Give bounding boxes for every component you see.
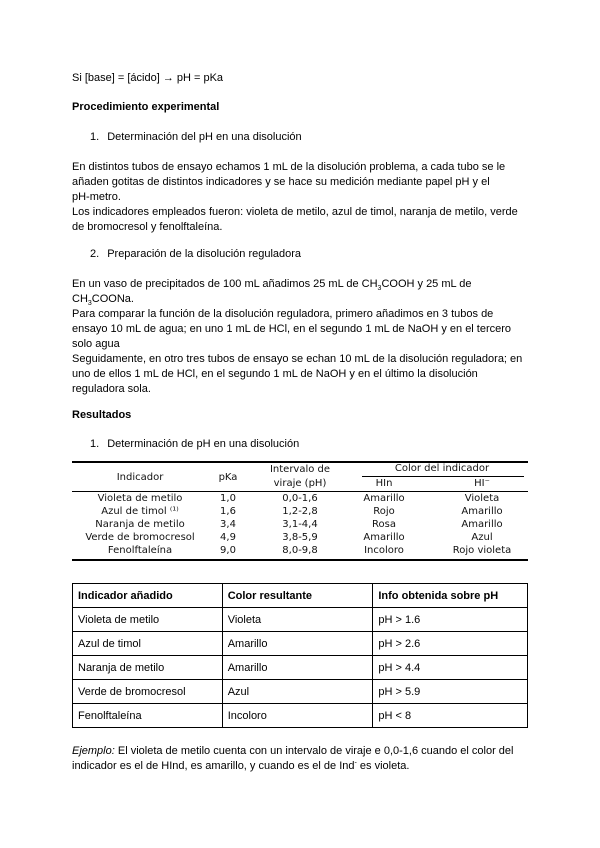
indicator-cell-ind: Azul (471, 532, 493, 543)
indicator-cell-indicador: Fenolftaleína (107, 545, 173, 556)
header-ind: HI⁻ (474, 478, 490, 489)
indicator-cell-indicador: Verde de bromocresol (85, 532, 195, 543)
indicator-cell-intervalo: 3,8-5,9 (282, 532, 318, 543)
indicator-cell-intervalo: 8,0-9,8 (282, 545, 318, 556)
table-header-row (73, 584, 528, 608)
paragraph-line: solo agua (72, 338, 120, 350)
list-text: Determinación de pH en una disolución (107, 438, 300, 450)
paragraph-line: Para comparar la función de la disolución reguladora, primero añadimos en 3 tubos de (72, 308, 494, 320)
results-table (72, 583, 528, 728)
table-cell: pH > 2.6 (373, 632, 528, 656)
intro-prefix: Si [base] = [ácido] (72, 72, 163, 84)
table-header-rule (72, 491, 528, 492)
indicator-cell-ind: Rojo violeta (452, 545, 512, 556)
indicator-cell-hin: Incoloro (364, 545, 404, 556)
indicator-cell-intervalo: 0,0-1,6 (282, 493, 318, 504)
indicator-cell-hin: Amarillo (363, 493, 405, 504)
paragraph-line: reguladora sola. (72, 383, 151, 395)
paragraph-line: Seguidamente, en otro tres tubos de ensayo se echan 10 mL de la disolución reguladora; en (72, 353, 523, 365)
indicator-cell-intervalo: 1,2-2,8 (282, 506, 318, 517)
arrow-symbol: → (162, 72, 174, 84)
header-intervalo-2: viraje (pH) (273, 478, 327, 489)
table-cell: Amarillo (222, 656, 373, 680)
example-label: Ejemplo: (72, 745, 115, 757)
list-item-2 (90, 248, 301, 260)
indicator-cell-hin: Amarillo (363, 532, 405, 543)
indicator-cell-pka: 1,6 (220, 506, 236, 517)
table-cell: Violeta de metilo (73, 608, 223, 632)
table-row (73, 632, 528, 656)
header-hin: HIn (375, 478, 393, 489)
column-header: Indicador añadido (73, 584, 223, 608)
indicator-cell-indicador: Violeta de metilo (97, 493, 183, 504)
paragraph-line: Los indicadores empleados fueron: violeta de metilo, azul de timol, naranja de metilo, verde (72, 206, 518, 218)
table-row (73, 656, 528, 680)
column-header: Info obtenida sobre pH (373, 584, 528, 608)
section-title-procedimiento: Procedimiento experimental (72, 101, 220, 113)
table-cell: Verde de bromocresol (73, 680, 223, 704)
indicator-cell-ind: Amarillo (461, 506, 503, 517)
indicator-cell-hin: Rosa (372, 519, 396, 530)
table-row (73, 680, 528, 704)
table-cell: Amarillo (222, 632, 373, 656)
list-item-3 (90, 438, 299, 450)
paragraph-line: En distintos tubos de ensayo echamos 1 mL de la disolución problema, a cada tubo se le (72, 161, 506, 173)
indicator-cell-indicador: Naranja de metilo (95, 519, 185, 530)
indicator-cell-pka: 4,9 (220, 532, 236, 543)
paragraph-procedure-1 (72, 160, 532, 235)
example-text: El violeta de metilo cuenta con un intervalo de viraje e 0,0-1,6 cuando el color del (114, 745, 514, 757)
paragraph-line: añaden gotitas de distintos indicadores y se hace su medición mediante papel pH y el (72, 176, 490, 188)
paragraph-line: de bromocresol y fenolftaleína. (72, 221, 223, 233)
list-number: 1. (90, 438, 100, 450)
list-number: 1. (90, 131, 100, 143)
indicator-cell-intervalo: 3,1-4,4 (282, 519, 318, 530)
indicator-cell-indicador: Azul de timol ⁽¹⁾ (101, 506, 179, 517)
indicator-cell-hin: Rojo (373, 506, 395, 517)
color-group-underline (362, 476, 524, 477)
list-text: Determinación del pH en una disolución (107, 131, 302, 143)
table-cell: pH > 5.9 (373, 680, 528, 704)
paragraph-line: ensayo 10 mL de agua; en uno 1 mL de HCl, en el segundo 1 mL de NaOH y en el tercero (72, 323, 512, 335)
table-cell: pH > 1.6 (373, 608, 528, 632)
indicator-reference-table (72, 461, 528, 561)
example-paragraph: Ejemplo: El violeta de metilo cuenta con un intervalo de viraje e 0,0-1,6 cuando el color del indicador es el de HInd, es amarillo, y cuando es el de Ind- es violeta. (72, 745, 514, 772)
paragraph-line: uno de ellos 1 mL de HCl, en el segundo 1 mL de NaOH y en el último la disolución (72, 368, 478, 380)
indicator-cell-ind: Amarillo (461, 519, 503, 530)
intro-formula-line (72, 72, 223, 84)
header-indicador: Indicador (116, 472, 164, 483)
list-number: 2. (90, 248, 100, 260)
table-cell: Fenolftaleína (73, 704, 223, 728)
header-color-group: Color del indicador (394, 463, 490, 474)
list-item-1 (90, 131, 302, 143)
indicator-cell-pka: 9,0 (220, 545, 236, 556)
table-cell: Violeta (222, 608, 373, 632)
list-text: Preparación de la disolución reguladora (107, 248, 302, 260)
paragraph-procedure-2 (72, 277, 532, 397)
table-bottom-rule (72, 559, 528, 561)
column-header: Color resultante (222, 584, 373, 608)
header-intervalo-1: Intervalo de (269, 464, 331, 475)
indicator-cell-pka: 3,4 (220, 519, 236, 530)
section-title-resultados: Resultados (72, 409, 132, 421)
paragraph-line: $CH_3COONa$. (72, 293, 134, 308)
indicator-cell-pka: 1,0 (220, 493, 236, 504)
table-cell: pH > 4.4 (373, 656, 528, 680)
table-cell: Naranja de metilo (73, 656, 223, 680)
intro-suffix: pH = pKa (173, 72, 224, 84)
table-row (73, 704, 528, 728)
header-pka: pKa (218, 472, 238, 483)
paragraph-line: En un vaso de precipitados de 100 mL añadimos 25 mL de $CH_3COOH$ y 25 mL de (72, 278, 472, 293)
indicator-cell-ind: Violeta (464, 493, 500, 504)
paragraph-line: pH-metro. (72, 191, 121, 203)
table-cell: pH < 8 (373, 704, 528, 728)
table-cell: Azul (222, 680, 373, 704)
table-row (73, 608, 528, 632)
table-cell: Incoloro (222, 704, 373, 728)
table-cell: Azul de timol (73, 632, 223, 656)
